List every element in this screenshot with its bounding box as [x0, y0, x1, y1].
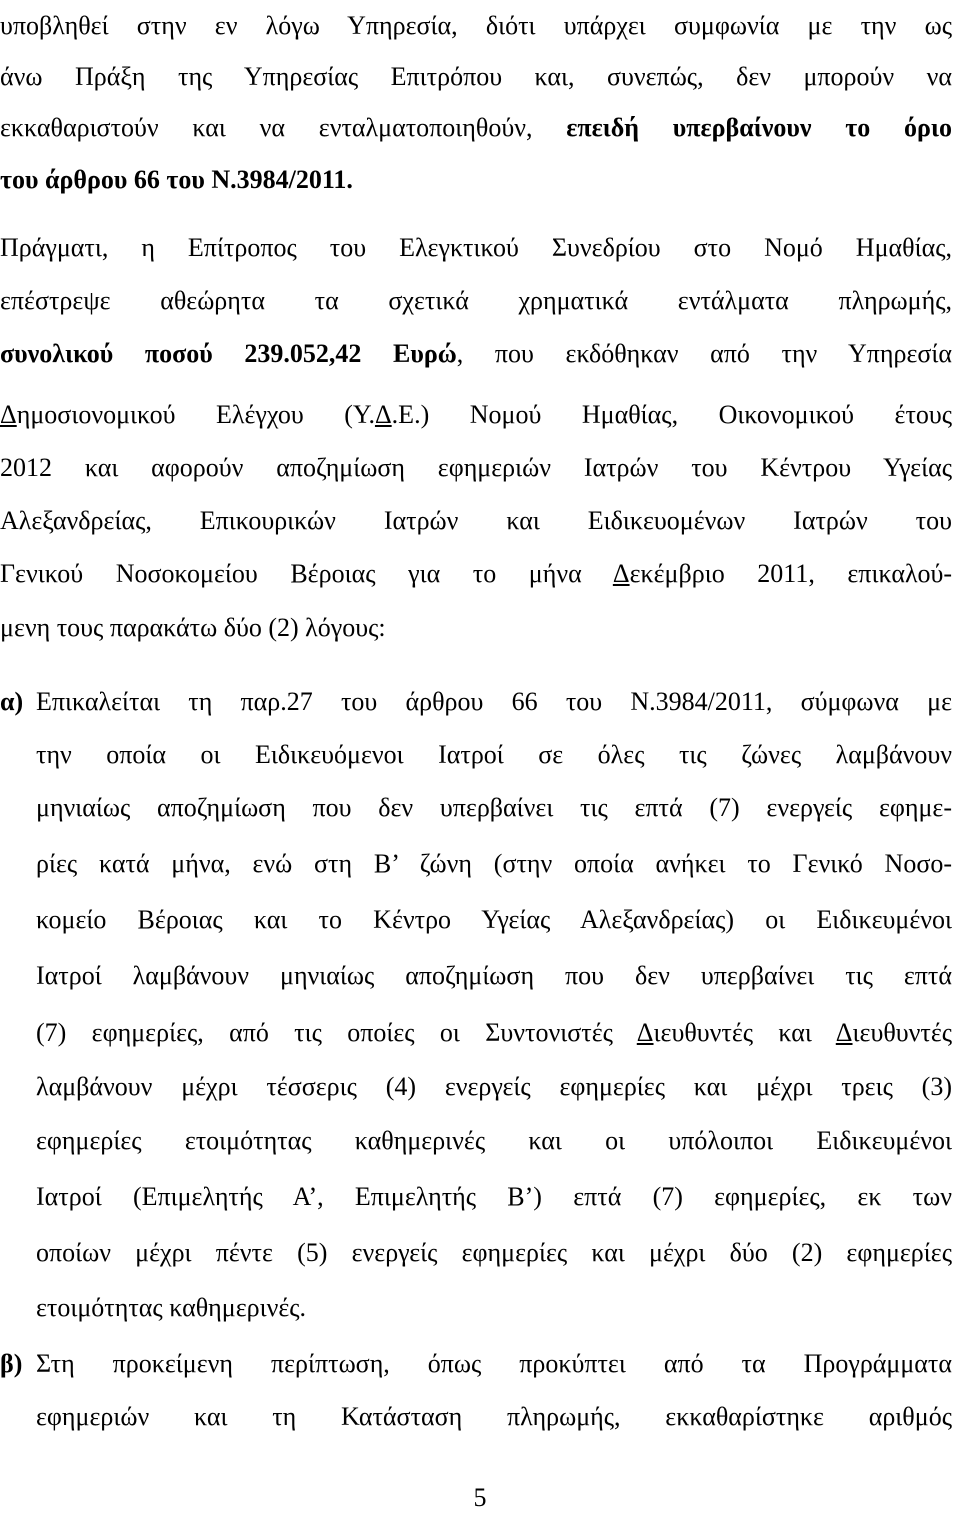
text-line: [0, 111, 952, 145]
text-line: του άρθρου 66 του Ν.3984/2011.: [0, 165, 353, 194]
text-line: Γενικού Νοσοκομείου Βέροιας για το μήνα Δεκέμβριο 2011, επικαλού-: [0, 559, 953, 588]
text-line: (7) εφημερίες, από τις οποίες οι Συντονιστές Διευθυντές και Διευθυντές: [36, 1018, 953, 1047]
text-line: άνω Πράξη της Υπηρεσίας Επιτρόπου και, συνεπώς, δεν μπορούν να: [0, 62, 952, 91]
text-line: Στη προκείμενη περίπτωση, όπως προκύπτει από τα Προγράμματα: [36, 1349, 952, 1378]
list-label-a: α): [0, 687, 24, 716]
text-line: επέστρεψε αθεώρητα τα σχετικά χρηματικά εντάλματα πληρωμής,: [0, 286, 952, 315]
bold-text-run: επειδή υπερβαίνουν το όριο: [566, 113, 952, 142]
text-line: Αλεξανδρείας, Επικουρικών Ιατρών και Ειδικευομένων Ιατρών του: [0, 506, 952, 535]
text-line: ρίες κατά μήνα, ενώ στη Β’ ζώνη (στην οποία ανήκει το Γενικό Νοσο-: [36, 849, 952, 878]
text-line: ετοιμότητας καθημερινές.: [36, 1293, 307, 1322]
text-line: υποβληθεί στην εν λόγω Υπηρεσία, διότι υπάρχει συμφωνία με την ως: [0, 11, 952, 40]
text-run: εκκαθαριστούν και να ενταλματοποιηθούν,: [0, 113, 567, 142]
text-line: κομείο Βέροιας και το Κέντρο Υγείας Αλεξανδρείας) οι Ειδικευμένοι: [36, 905, 952, 934]
text-line: Πράγματι, η Επίτροπος του Ελεγκτικού Συνεδρίου στο Νομό Ημαθίας,: [0, 233, 952, 262]
text-run: , που εκδόθηκαν από την Υπηρεσία: [456, 339, 952, 368]
text-line: [0, 337, 952, 371]
list-label-b: β): [0, 1349, 23, 1378]
text-line: Επικαλείται τη παρ.27 του άρθρου 66 του Ν.3984/2011, σύμφωνα με: [36, 687, 952, 716]
text-line: Ιατροί (Επιμελητής Α’, Επιμελητής Β’) επτά (7) εφημερίες, εκ των: [36, 1182, 952, 1211]
text-line: μενη τους παρακάτω δύο (2) λόγους:: [0, 613, 386, 642]
bold-text-run: συνολικού ποσού 239.052,42 Ευρώ: [0, 339, 457, 368]
text-line: λαμβάνουν μέχρι τέσσερις (4) ενεργείς εφημερίες και μέχρι τρεις (3): [36, 1072, 952, 1101]
text-line: εφημερίες ετοιμότητας καθημερινές και οι υπόλοιποι Ειδικευμένοι: [36, 1126, 952, 1155]
text-line: 2012 και αφορούν αποζημίωση εφημεριών Ιατρών του Κέντρου Υγείας: [0, 453, 952, 482]
page-number: 5: [473, 1483, 487, 1512]
text-line: εφημεριών και τη Κατάσταση πληρωμής, εκκαθαρίστηκε αριθμός: [36, 1402, 952, 1431]
text-line: μηνιαίως αποζημίωση που δεν υπερβαίνει τις επτά (7) ενεργείς εφημε-: [36, 793, 952, 822]
text-line: οποίων μέχρι πέντε (5) ενεργείς εφημερίες και μέχρι δύο (2) εφημερίες: [36, 1238, 952, 1267]
text-line: Δημοσιονομικού Ελέγχου (Υ.Δ.Ε.) Νομού Ημαθίας, Οικονομικού έτους: [0, 400, 953, 429]
text-line: Ιατροί λαμβάνουν μηνιαίως αποζημίωση που δεν υπερβαίνει τις επτά: [36, 961, 952, 990]
text-line: την οποία οι Ειδικευόμενοι Ιατροί σε όλες τις ζώνες λαμβάνουν: [36, 740, 952, 769]
